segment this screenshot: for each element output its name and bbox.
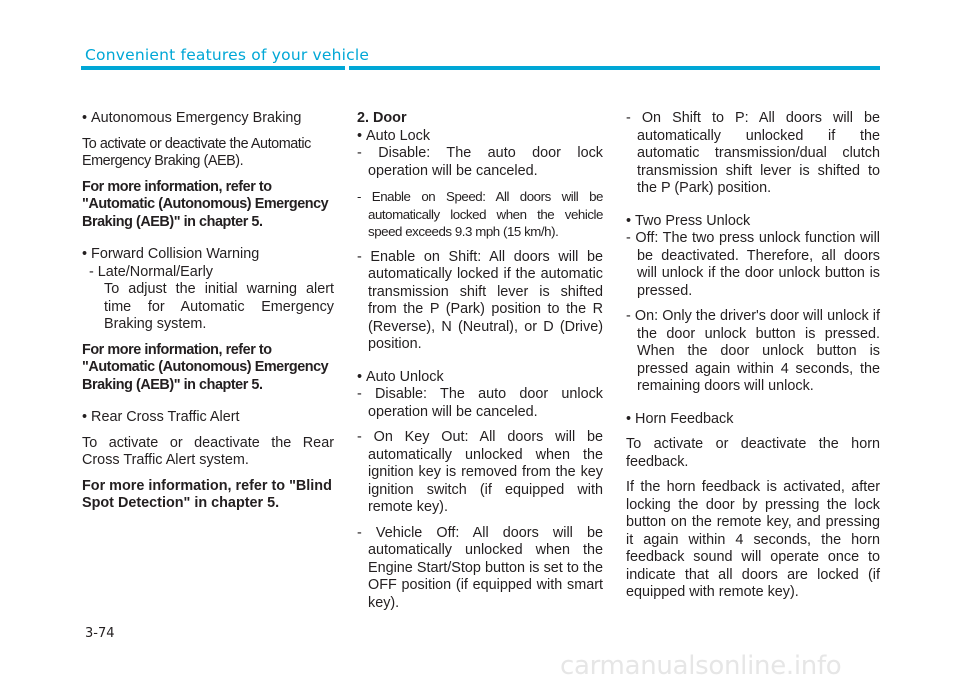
auto-unlock-disable: - Disable: The auto door unlock operation will be canceled. <box>357 386 603 420</box>
door-section-title: 2. Door <box>357 110 407 126</box>
header-bar-accent <box>81 66 345 70</box>
page-number: 3-74 <box>85 626 115 641</box>
horn-feedback-description: To activate or deactivate the horn feedback. <box>626 436 880 470</box>
auto-unlock-title: • Auto Unlock <box>357 369 603 387</box>
column-middle <box>357 110 603 612</box>
two-press-on: - On: Only the driver's door will unlock if the door unlock button is pressed. When the door unlock button is pressed again within 4 seconds, the remaining doors will unlock. <box>626 308 880 394</box>
rcta-reference: For more information, refer to "Blind Spot Detection" in chapter 5. <box>82 477 332 511</box>
horn-feedback-title: • Horn Feedback <box>626 411 880 429</box>
auto-lock-title: • Auto Lock <box>357 128 603 146</box>
watermark: carmanualsonline.info <box>560 651 842 681</box>
auto-unlock-key-out: - On Key Out: All doors will be automatically unlocked when the ignition key is removed from the key ignition switch (if equipped with remote key). <box>357 429 603 515</box>
aeb-reference: For more information, refer to "Automatic (Autonomous) Emergency Braking (AEB)" in chapter 5. <box>82 178 329 230</box>
column-left <box>82 110 334 513</box>
header-rule <box>349 66 880 70</box>
section-header-title: Convenient features of your vehicle <box>85 46 370 64</box>
auto-lock-speed: - Enable on Speed: All doors will be automatically locked when the vehicle speed exceeds 9.3 mph (15 km/h). <box>357 189 603 239</box>
fcw-reference: For more information, refer to "Automatic (Autonomous) Emergency Braking (AEB)" in chapter 5. <box>82 341 329 393</box>
auto-unlock-vehicle-off: - Vehicle Off: All doors will be automatically unlocked when the Engine Start/Stop button is set to the OFF position (if equipped with smart key). <box>357 524 603 611</box>
two-press-off: - Off: The two press unlock function will be deactivated. Therefore, all doors will unlock if the door unlock button is pressed. <box>626 230 880 299</box>
fcw-title: • Forward Collision Warning <box>82 246 334 264</box>
horn-feedback-detail: If the horn feedback is activated, after locking the door by pressing the lock button on the remote key, and pressing it again within 4 seconds, the horn feedback sound will operate once to indicate that all doors are locked (if equipped with remote key). <box>626 479 880 600</box>
rcta-title: • Rear Cross Traffic Alert <box>82 409 334 427</box>
column-right <box>626 110 880 602</box>
auto-lock-shift: - Enable on Shift: All doors will be automatically locked if the automatic transmission shift lever is shifted from the P (Park) position to the R (Reverse), N (Neutral), or D (Drive) position. <box>357 248 603 352</box>
aeb-title: • Autonomous Emergency Braking <box>82 110 334 128</box>
aeb-description: To activate or deactivate the Automatic Emergency Braking (AEB). <box>82 135 311 169</box>
rcta-description: To activate or deactivate the Rear Cross Traffic Alert system. <box>82 434 334 468</box>
fcw-description: To adjust the initial warning alert time for Automatic Emergency Braking system. <box>104 281 334 332</box>
fcw-option: - Late/Normal/Early <box>89 263 213 280</box>
auto-lock-disable: - Disable: The auto door lock operation will be canceled. <box>357 145 603 179</box>
unlock-on-shift-to-p: - On Shift to P: All doors will be automatically unlocked if the automatic transmission/dual clutch transmission shift lever is shifted to the P (Park) position. <box>626 110 880 196</box>
two-press-title: • Two Press Unlock <box>626 213 880 231</box>
